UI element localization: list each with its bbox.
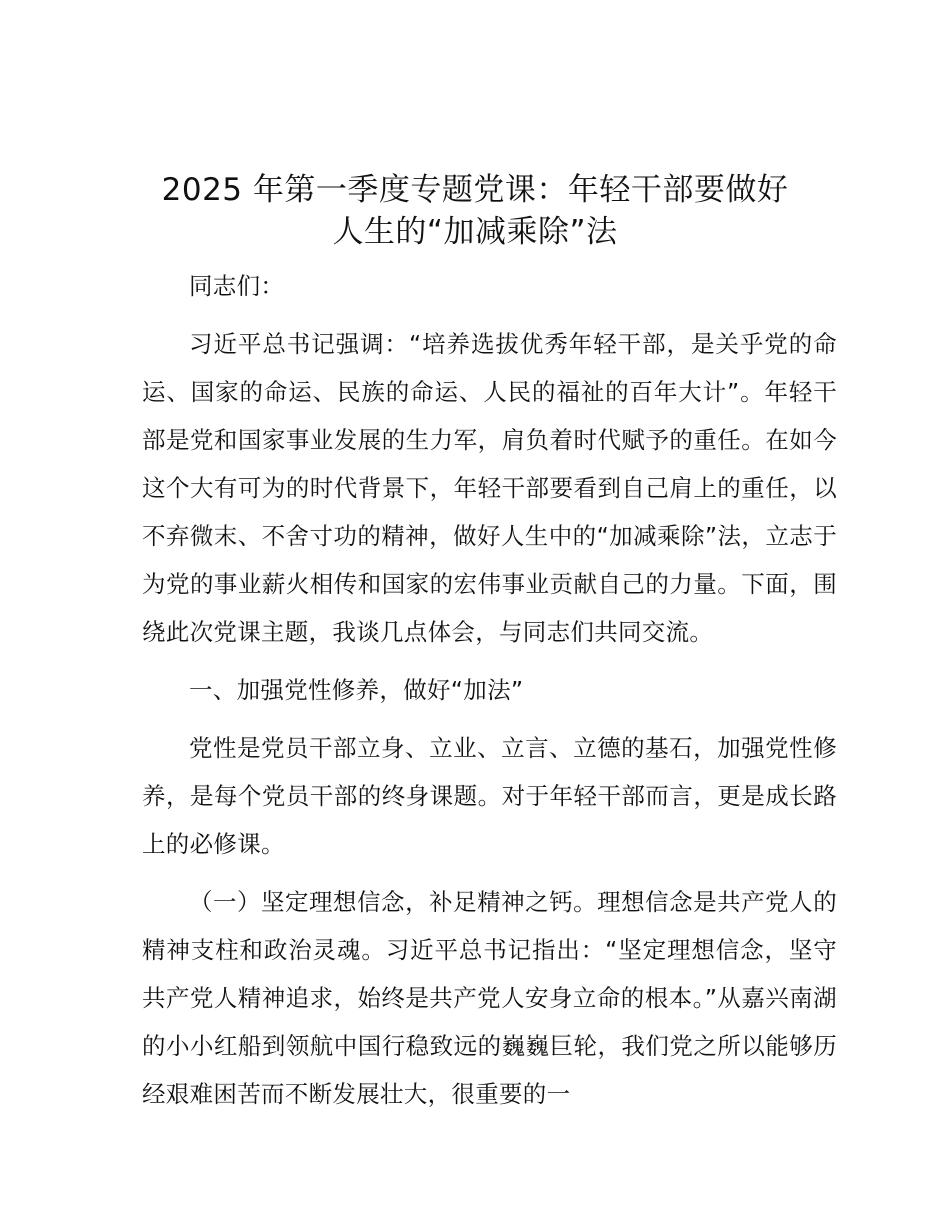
document-title-line-2: 人生的“加减乘除”法 xyxy=(332,214,618,250)
salutation: 同志们： xyxy=(189,272,285,300)
document-title-line-1: 2025 年第一季度专题党课：年轻干部要做好 xyxy=(161,172,789,208)
section-heading-1: 一、加强党性修养，做好“加法” xyxy=(189,676,524,704)
paragraph-party-spirit: 党性是党员干部立身、立业、立言、立德的基石，加强党性修养，是每个党员干部的终身课题。对于年轻干部而言，更是成长路上的必修课。 xyxy=(142,734,837,858)
paragraph-ideals: （一）坚定理想信念，补足精神之钙。理想信念是共产党人的精神支柱和政治灵魂。习近平总书记指出：“坚定理想信念，坚守共产党人精神追求，始终是共产党人安身立命的根本。”从嘉兴南湖的小小红船到领航中国行稳致远的巍巍巨轮，我们党之所以能够历经艰难困苦而不断发展壮大，很重要的一 xyxy=(142,888,837,1108)
paragraph-intro: 习近平总书记强调：“培养选拔优秀年轻干部，是关乎党的命运、国家的命运、民族的命运、人民的福祉的百年大计”。年轻干部是党和国家事业发展的生力军，肩负着时代赋予的重任。在如今这个大有可为的时代背景下，年轻干部要看到自己肩上的重任，以不弃微末、不舍寸功的精神，做好人生中的“加减乘除”法，立志于为党的事业薪火相传和国家的宏伟事业贡献自己的力量。下面，围绕此次党课主题，我谈几点体会，与同志们共同交流。 xyxy=(142,330,837,646)
document-body xyxy=(142,262,837,1128)
